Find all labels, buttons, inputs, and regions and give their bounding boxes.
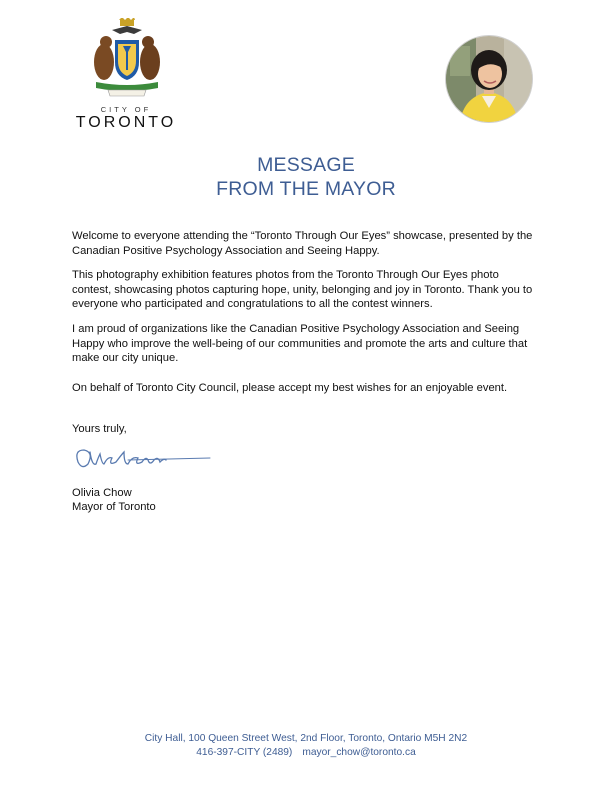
signatory-name: Olivia Chow [72,487,132,499]
body-paragraph: Welcome to everyone attending the “Toronto Through Our Eyes” showcase, presented by the Canadian Positive Psychology Association and Seeing Happy. [72,230,533,257]
body-paragraph: This photography exhibition features photos from the Toronto Through Our Eyes photo contest, showcasing photos capturing hope, unity, belonging and joy in Toronto. Thank you to everyone who participated and congratulations to all the contest winners. [72,269,533,311]
logo-city-of-label: CITY OF [100,105,152,114]
title-line-from-the-mayor: FROM THE MAYOR [216,178,396,200]
mayor-portrait [445,35,533,123]
footer-contact [0,746,612,760]
closing-salutation: Yours truly, [72,423,127,435]
footer-phone: 416-397-CITY (2489) [196,747,293,758]
title-line-message: MESSAGE [257,154,355,176]
footer-email-link[interactable]: mayor_chow@toronto.ca [302,747,416,758]
signatory-title: Mayor of Toronto [72,501,156,513]
footer-address: City Hall, 100 Queen Street West, 2nd Floor, Toronto, Ontario M5H 2N2 [144,733,468,744]
body-paragraph: On behalf of Toronto City Council, please accept my best wishes for an enjoyable event. [72,382,508,394]
coat-of-arms-icon [86,18,168,100]
body-paragraph: I am proud of organizations like the Canadian Positive Psychology Association and Seeing Happy who improve the well-being of our communities and promote the arts and culture that make our city unique. [72,323,528,365]
signature-icon [68,440,218,476]
mayor-portrait-icon [446,36,532,122]
city-logo [72,18,180,131]
handwritten-signature [68,440,218,476]
logo-toronto-label: TORONTO [75,114,177,131]
